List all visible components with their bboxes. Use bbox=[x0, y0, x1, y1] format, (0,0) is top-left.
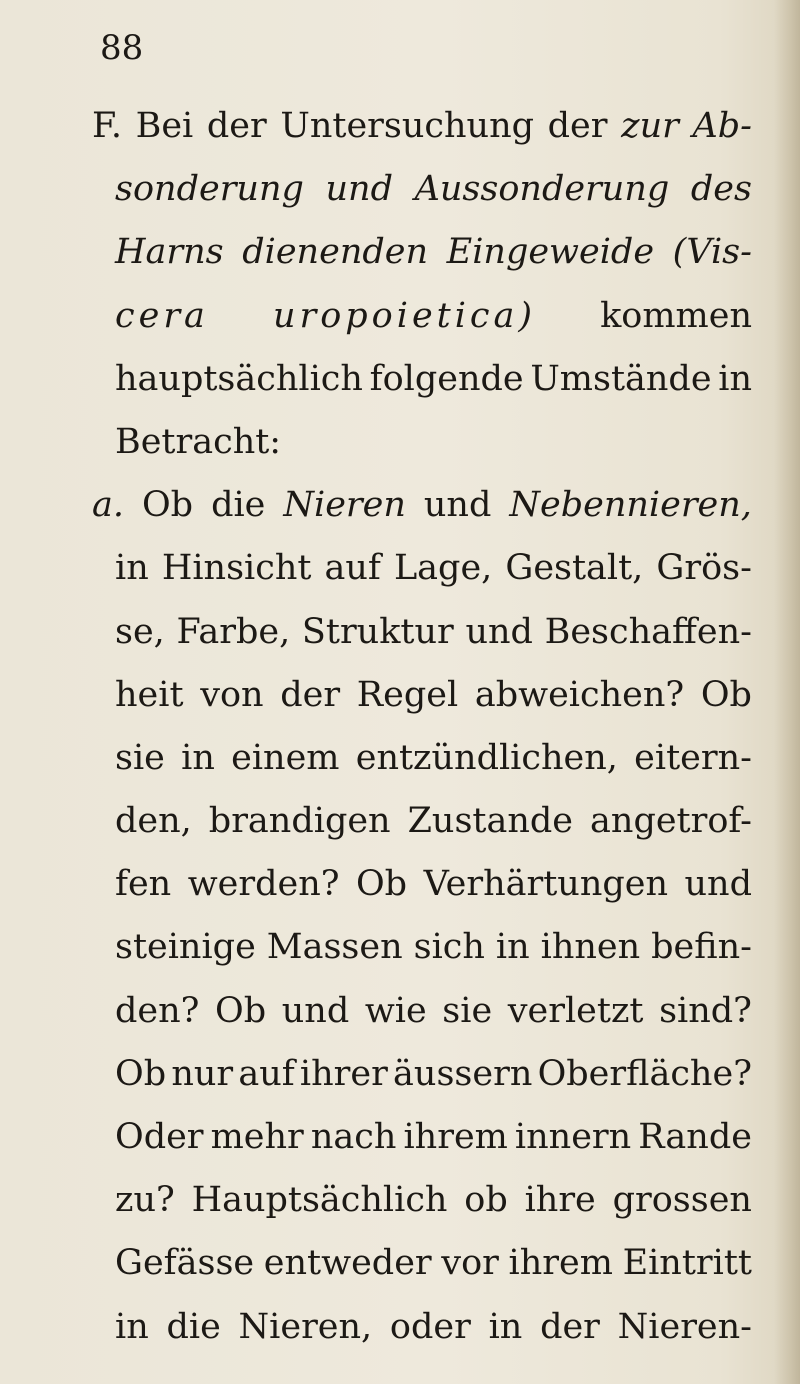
word: ihrer bbox=[299, 1053, 388, 1094]
word: Regel bbox=[356, 674, 459, 715]
word: einem bbox=[231, 737, 340, 778]
text-line-18 bbox=[92, 1169, 752, 1232]
word: Untersuchung bbox=[280, 106, 535, 146]
word: steinige bbox=[115, 927, 256, 968]
word: Oberfläche? bbox=[537, 1053, 752, 1094]
word: der bbox=[280, 674, 341, 715]
italic-word: uropoietica) bbox=[272, 295, 537, 336]
word: sind? bbox=[659, 990, 752, 1031]
word: befin- bbox=[651, 927, 752, 968]
word: den, bbox=[115, 801, 192, 842]
word: Ob bbox=[355, 864, 408, 905]
text-line-16 bbox=[92, 1043, 752, 1106]
text-line-9 bbox=[92, 601, 752, 664]
word: der bbox=[206, 106, 267, 146]
word: Nieren, bbox=[238, 1306, 373, 1347]
text-line-17 bbox=[92, 1106, 752, 1169]
word: verletzt bbox=[507, 990, 644, 1031]
word: Rande bbox=[638, 1117, 752, 1157]
page-edge-shadow bbox=[774, 0, 800, 1384]
text-line-15 bbox=[92, 980, 752, 1043]
word: Verhärtungen bbox=[423, 864, 669, 905]
word: Beschaffen- bbox=[544, 611, 752, 652]
body-text bbox=[92, 95, 752, 1359]
text-line-12 bbox=[92, 790, 752, 853]
word: vor bbox=[441, 1243, 499, 1284]
word: sie bbox=[442, 990, 493, 1031]
subsection-label-a: a. bbox=[92, 485, 124, 526]
italic-word: Aussonderung bbox=[414, 169, 670, 210]
word: äussern bbox=[393, 1053, 533, 1094]
word: Gefässe bbox=[115, 1243, 255, 1284]
word: auf bbox=[238, 1053, 295, 1094]
word: ihre bbox=[524, 1180, 596, 1221]
italic-word: (Vis- bbox=[672, 232, 752, 273]
word: Umstände bbox=[530, 358, 712, 399]
text-line-5 bbox=[92, 348, 752, 411]
word: Zustande bbox=[407, 801, 574, 842]
word: Grös- bbox=[656, 548, 752, 589]
word: Hinsicht bbox=[161, 548, 312, 589]
word: in bbox=[115, 548, 149, 589]
word: in bbox=[718, 358, 752, 399]
word: heit bbox=[115, 674, 184, 715]
page-number: 88 bbox=[100, 28, 144, 68]
italic-word: Eingeweide bbox=[446, 232, 655, 273]
italic-word: Nebennieren, bbox=[509, 485, 752, 526]
italic-word: Ab- bbox=[692, 106, 752, 146]
word: Ob bbox=[215, 990, 267, 1031]
word: Betracht: bbox=[115, 421, 282, 462]
text-line-8 bbox=[92, 537, 752, 600]
italic-word: und bbox=[325, 169, 394, 210]
text-line-20 bbox=[92, 1296, 752, 1359]
word: den? bbox=[115, 990, 200, 1031]
italic-word: des bbox=[690, 169, 752, 210]
word: grossen bbox=[612, 1180, 752, 1221]
italic-word: dienenden bbox=[242, 232, 429, 273]
word: Struktur bbox=[301, 611, 454, 652]
word: innern bbox=[514, 1117, 632, 1157]
word: ob bbox=[464, 1180, 508, 1221]
word: nur bbox=[171, 1053, 234, 1094]
word: und bbox=[281, 990, 350, 1031]
word: Hauptsächlich bbox=[191, 1180, 448, 1221]
word: in bbox=[495, 927, 530, 968]
word: auf bbox=[324, 548, 381, 589]
word: Ob bbox=[700, 674, 752, 715]
section-label-f: F. bbox=[92, 106, 122, 146]
text-line-6 bbox=[92, 411, 752, 474]
text-line-19 bbox=[92, 1232, 752, 1295]
word: und bbox=[684, 864, 752, 905]
italic-word: zur bbox=[621, 106, 679, 146]
word: Lage, bbox=[393, 548, 493, 589]
text-line-4 bbox=[92, 285, 752, 348]
word: in bbox=[181, 737, 215, 778]
word: und bbox=[465, 611, 533, 652]
text-line-1 bbox=[92, 95, 752, 158]
word: kommen bbox=[600, 295, 752, 336]
word: Massen bbox=[266, 927, 403, 968]
word: ihrem bbox=[508, 1243, 613, 1284]
text-line-11 bbox=[92, 727, 752, 790]
word: brandigen bbox=[208, 801, 391, 842]
text-line-14 bbox=[92, 916, 752, 979]
word: se, bbox=[115, 611, 165, 652]
word: die bbox=[166, 1306, 221, 1347]
italic-word: sonderung bbox=[115, 169, 304, 210]
italic-word: cera bbox=[115, 295, 209, 336]
word: angetrof- bbox=[590, 801, 752, 842]
text-line-7 bbox=[92, 474, 752, 537]
word: Oder bbox=[115, 1117, 204, 1157]
word: Ob bbox=[141, 485, 194, 526]
text-line-13 bbox=[92, 853, 752, 916]
word: der bbox=[540, 1306, 600, 1347]
word: ihnen bbox=[540, 927, 641, 968]
word: Gestalt, bbox=[505, 548, 644, 589]
text-line-10 bbox=[92, 664, 752, 727]
text-line-2 bbox=[92, 158, 752, 221]
text-line-3 bbox=[92, 221, 752, 284]
word: oder bbox=[389, 1306, 471, 1347]
word: wie bbox=[364, 990, 427, 1031]
word: Farbe, bbox=[176, 611, 291, 652]
word: in bbox=[115, 1306, 149, 1347]
word: die bbox=[211, 485, 266, 526]
word: sie bbox=[115, 737, 165, 778]
word: sich bbox=[413, 927, 485, 968]
word: werden? bbox=[187, 864, 340, 905]
word: Eintritt bbox=[622, 1243, 752, 1284]
word: zu? bbox=[115, 1180, 175, 1221]
word: abweichen? bbox=[474, 674, 685, 715]
italic-word: Harns bbox=[115, 232, 224, 273]
word: der bbox=[547, 106, 608, 146]
word: mehr bbox=[210, 1117, 304, 1157]
word: entweder bbox=[263, 1243, 432, 1284]
word: Bei bbox=[135, 106, 194, 146]
word: hauptsächlich bbox=[115, 358, 363, 399]
word: ihrem bbox=[403, 1117, 508, 1157]
word: fen bbox=[115, 864, 172, 905]
word: Nieren- bbox=[617, 1306, 752, 1347]
word: eitern- bbox=[634, 737, 752, 778]
italic-word: Nieren bbox=[283, 485, 406, 526]
word: von bbox=[200, 674, 264, 715]
word: und bbox=[423, 485, 492, 526]
word: folgende bbox=[369, 358, 524, 399]
word: Ob bbox=[115, 1053, 167, 1094]
word: in bbox=[488, 1306, 523, 1347]
word: entzündlichen, bbox=[355, 737, 618, 778]
word: nach bbox=[310, 1117, 397, 1157]
